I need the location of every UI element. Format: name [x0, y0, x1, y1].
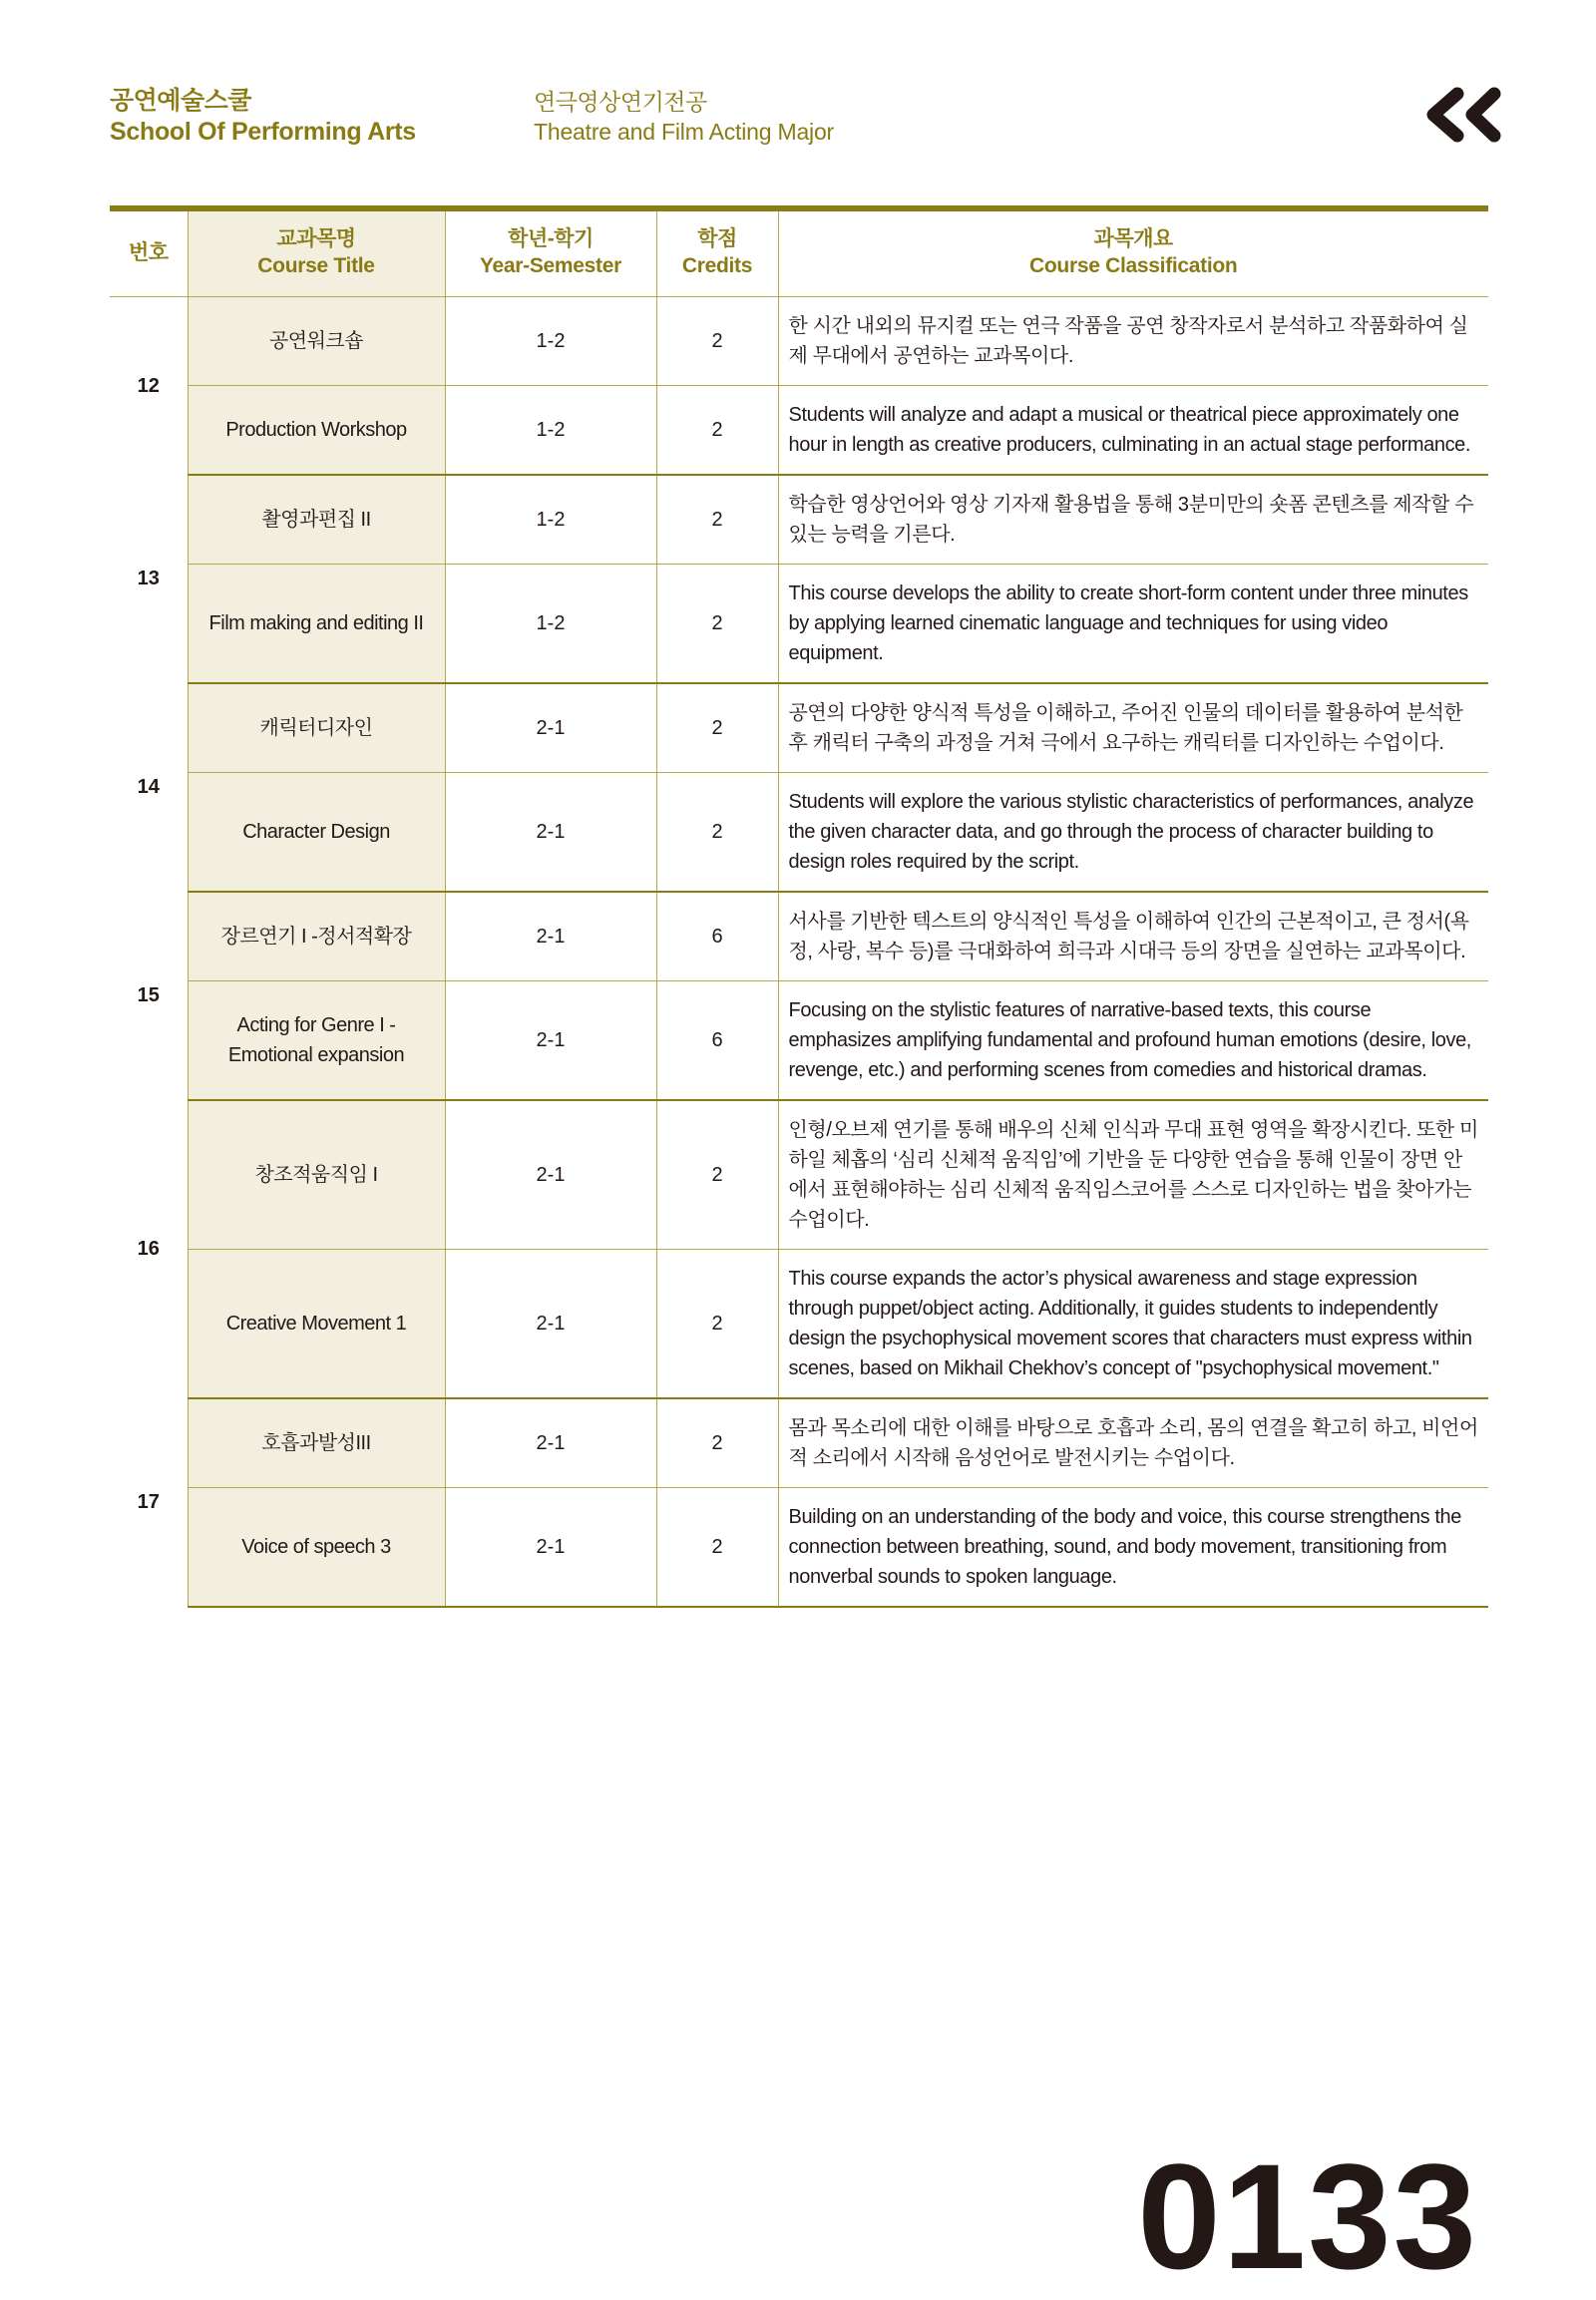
- year-semester: 2-1: [445, 683, 656, 773]
- credits: 6: [656, 980, 778, 1100]
- table-row: [110, 296, 1488, 385]
- course-title-english: Production Workshop: [188, 385, 445, 475]
- table-row: [110, 1398, 1488, 1488]
- course-title-korean: 공연워크숍: [188, 296, 445, 385]
- course-description-english: Focusing on the stylistic features of narrative-based texts, this course emphasizes amplifying fundamental and profound human emotions (desire, love, revenge, etc.) and performing scenes from comedies and historical dramas.: [778, 980, 1488, 1100]
- ck-logo-icon: [1414, 80, 1506, 150]
- row-number: 15: [137, 984, 160, 1007]
- year-semester: 2-1: [445, 980, 656, 1100]
- row-number: 13: [137, 568, 160, 590]
- credits: 2: [656, 772, 778, 892]
- credits: 2: [656, 683, 778, 773]
- column-header-no-korean: 번호: [128, 240, 169, 264]
- course-description-korean: 한 시간 내외의 뮤지컬 또는 연극 작품을 공연 창작자로서 분석하고 작품화하여 실제 무대에서 공연하는 교과목이다.: [778, 296, 1488, 385]
- column-header-year-semester-korean: 학년-학기: [508, 227, 594, 250]
- credits: 6: [656, 892, 778, 981]
- row-number: 14: [137, 776, 160, 799]
- column-header-course-title: [188, 208, 445, 296]
- year-semester: 2-1: [445, 892, 656, 981]
- table-row: [110, 683, 1488, 773]
- course-title-korean: 창조적움직임 I: [188, 1100, 445, 1250]
- credits: 2: [656, 1487, 778, 1607]
- column-header-no: [110, 208, 188, 296]
- table-row: [110, 772, 1488, 892]
- school-name-block: [110, 86, 416, 149]
- year-semester: 2-1: [445, 1249, 656, 1398]
- table-body: [110, 296, 1488, 1607]
- year-semester: 1-2: [445, 385, 656, 475]
- column-header-year-semester-english: Year-Semester: [479, 254, 622, 278]
- table-row: [110, 980, 1488, 1100]
- year-semester: 2-1: [445, 772, 656, 892]
- year-semester: 1-2: [445, 296, 656, 385]
- course-title-korean: 장르연기 I -정서적확장: [188, 892, 445, 981]
- major-name-block: [534, 88, 834, 148]
- table-row: [110, 475, 1488, 565]
- column-header-course-classification: [778, 208, 1488, 296]
- column-header-credits-korean: 학점: [697, 227, 737, 250]
- table-row: [110, 385, 1488, 475]
- course-description-korean: 학습한 영상언어와 영상 기자재 활용법을 통해 3분미만의 숏폼 콘텐츠를 제작할 수 있는 능력을 기른다.: [778, 475, 1488, 565]
- course-title-english: Acting for Genre I - Emotional expansion: [188, 980, 445, 1100]
- page-number: 0133: [1137, 2132, 1478, 2300]
- row-number: 16: [137, 1238, 160, 1261]
- table-header: [110, 208, 1488, 296]
- course-description-korean: 몸과 목소리에 대한 이해를 바탕으로 호흡과 소리, 몸의 연결을 확고히 하고, 비언어적 소리에서 시작해 음성언어로 발전시키는 수업이다.: [778, 1398, 1488, 1488]
- credits: 2: [656, 385, 778, 475]
- table-row: [110, 1487, 1488, 1607]
- course-table: [110, 205, 1488, 1608]
- course-title-korean: 촬영과편집 II: [188, 475, 445, 565]
- course-description-english: This course develops the ability to create short-form content under three minutes by applying learned cinematic language and techniques for using video equipment.: [778, 564, 1488, 683]
- column-header-course-title-english: Course Title: [257, 254, 375, 278]
- course-description-english: This course expands the actor’s physical awareness and stage expression through puppet/object acting. Additionally, it guides students to independently design the psychophysical movement scores that characters must express within scenes, based on Mikhail Chekhov’s concept of "psychophysical movement.": [778, 1249, 1488, 1398]
- school-name-korean: 공연예술스쿨: [110, 87, 251, 115]
- major-name-korean: 연극영상연기전공: [534, 89, 707, 115]
- credits: 2: [656, 475, 778, 565]
- page-header: [110, 86, 1506, 178]
- course-title-korean: 캐릭터디자인: [188, 683, 445, 773]
- year-semester: 1-2: [445, 475, 656, 565]
- year-semester: 2-1: [445, 1100, 656, 1250]
- credits: 2: [656, 1398, 778, 1488]
- year-semester: 2-1: [445, 1487, 656, 1607]
- column-header-course-classification-korean: 과목개요: [1093, 227, 1173, 250]
- course-title-korean: 호흡과발성III: [188, 1398, 445, 1488]
- course-title-english: Creative Movement 1: [188, 1249, 445, 1398]
- credits: 2: [656, 296, 778, 385]
- course-description-korean: 인형/오브제 연기를 통해 배우의 신체 인식과 무대 표현 영역을 확장시킨다. 또한 미하일 체홉의 ‘심리 신체적 움직임’에 기반을 둔 다양한 연습을 통해 인물이 장면 안에서 표현해야하는 심리 신체적 움직임스코어를 스스로 디자인하는 법을 찾아가는 수업이다.: [778, 1100, 1488, 1250]
- row-number: 17: [137, 1491, 160, 1514]
- table-header-row: [110, 208, 1488, 296]
- course-description-korean: 공연의 다양한 양식적 특성을 이해하고, 주어진 인물의 데이터를 활용하여 분석한 후 캐릭터 구축의 과정을 거쳐 극에서 요구하는 캐릭터를 디자인하는 수업이다.: [778, 683, 1488, 773]
- year-semester: 2-1: [445, 1398, 656, 1488]
- table-row: [110, 564, 1488, 683]
- course-title-english: Voice of speech 3: [188, 1487, 445, 1607]
- course-title-english: Film making and editing II: [188, 564, 445, 683]
- course-description-english: Students will explore the various stylistic characteristics of performances, analyze the given character data, and go through the process of character building to design roles required by the script.: [778, 772, 1488, 892]
- course-description-korean: 서사를 기반한 텍스트의 양식적인 특성을 이해하여 인간의 근본적이고, 큰 정서(욕정, 사랑, 복수 등)를 극대화하여 희극과 시대극 등의 장면을 실연하는 교과목이다.: [778, 892, 1488, 981]
- course-description-english: Building on an understanding of the body and voice, this course strengthens the connection between breathing, sound, and body movement, transitioning from nonverbal sounds to spoken language.: [778, 1487, 1488, 1607]
- table-row: [110, 892, 1488, 981]
- table-row: [110, 1249, 1488, 1398]
- column-header-year-semester: [445, 208, 656, 296]
- course-title-english: Character Design: [188, 772, 445, 892]
- course-description-english: Students will analyze and adapt a musical or theatrical piece approximately one hour in length as creative producers, culminating in an actual stage performance.: [778, 385, 1488, 475]
- school-name-english: School Of Performing Arts: [110, 118, 416, 147]
- credits: 2: [656, 1100, 778, 1250]
- credits: 2: [656, 564, 778, 683]
- column-header-credits-english: Credits: [681, 254, 753, 278]
- year-semester: 1-2: [445, 564, 656, 683]
- major-name-english: Theatre and Film Acting Major: [534, 118, 834, 145]
- table-row: [110, 1100, 1488, 1250]
- credits: 2: [656, 1249, 778, 1398]
- row-number: 12: [137, 374, 160, 397]
- column-header-course-title-korean: 교과목명: [276, 227, 356, 250]
- column-header-credits: [656, 208, 778, 296]
- column-header-course-classification-english: Course Classification: [1029, 254, 1238, 278]
